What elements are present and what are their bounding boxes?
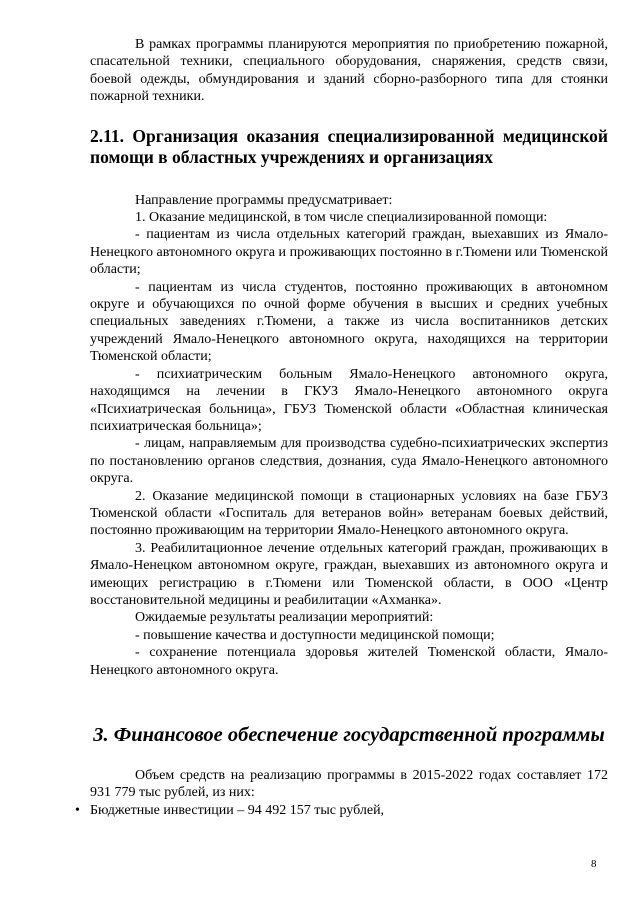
paragraph: - лицам, направляемым для производства судебно-психиатрических экспертиз по постановлению органов следствия, дознания, суда Ямало-Ненецкого автономного округа. [90,436,608,487]
bullet-text: Бюджетные инвестиции – 94 492 157 тыс рублей, [90,802,385,818]
paragraph: - пациентам из числа отдельных категорий граждан, выехавших из Ямало-Ненецкого автономного округа и проживающих постоянно в г.Тюмени или Тюменской области; [90,227,608,278]
paragraph: - психиатрическим больным Ямало-Ненецкого автономного округа, находящимся на лечении в ГКУЗ Ямало-Ненецкого автономного округа «Психиатрическая больница», ГБУЗ Тюменской области «Областная клиническая психиатрическая больница»; [90,366,608,434]
paragraph: - повышение качества и доступности медицинской помощи; [135,627,495,643]
paragraph: 1. Оказание медицинской, в том числе специализированной помощи: [135,210,548,226]
financing-paragraph: Объем средств на реализацию программы в 2015-2022 годах составляет 172 931 779 тыс рублей, из них: [90,768,608,801]
paragraph: 3. Реабилитационное лечение отдельных категорий граждан, проживающих в Ямало-Ненецком автономном округе, граждан, выехавших из автономного округа и имеющих регистрацию в г.Тюмени или Тюменской области, в ООО «Центр восстановительной медицины и реабилитации «Ахманка». [90,540,608,608]
paragraph: 2. Оказание медицинской помощи в стационарных условиях на базе ГБУЗ Тюменской области «Госпиталь для ветеранов войн» ветеранам боевых действий, постоянно проживающим на территории Ямало-Ненецкого автономного округа. [90,488,608,539]
page-number: 8 [591,858,597,870]
paragraph: - сохранение потенциала здоровья жителей Тюменской области, Ямало-Ненецкого автономного округа. [90,645,608,678]
section-2-11-heading: 2.11. Организация оказания специализированной медицинской помощи в областных учреждениях и организациях [90,125,608,167]
section-2-11-body [90,192,608,679]
intro-paragraph: В рамках программы планируются мероприятия по приобретению пожарной, спасательной техники, специального оборудования, снаряжения, средств связи, боевой одежды, обмундирования и зданий сборно-разборного типа для стоянки пожарной техники. [90,37,608,105]
page-content [75,36,608,819]
section-3-heading: 3. Финансовое обеспечение государственной программы [93,724,605,746]
paragraph: - пациентам из числа студентов, постоянно проживающих в автономном округе и обучающихся по очной форме обучения в высших и средних учебных специальных заведениях г.Тюмени, а также из числа воспитанников детских учреждений Ямало-Ненецкого автономного округа, находящихся на территории Тюменской области; [90,279,608,365]
paragraph: Ожидаемые результаты реализации мероприятий: [135,610,434,626]
paragraph: Направление программы предусматривает: [135,192,393,208]
list-item [75,802,608,819]
bullet-marker: • [75,802,80,818]
